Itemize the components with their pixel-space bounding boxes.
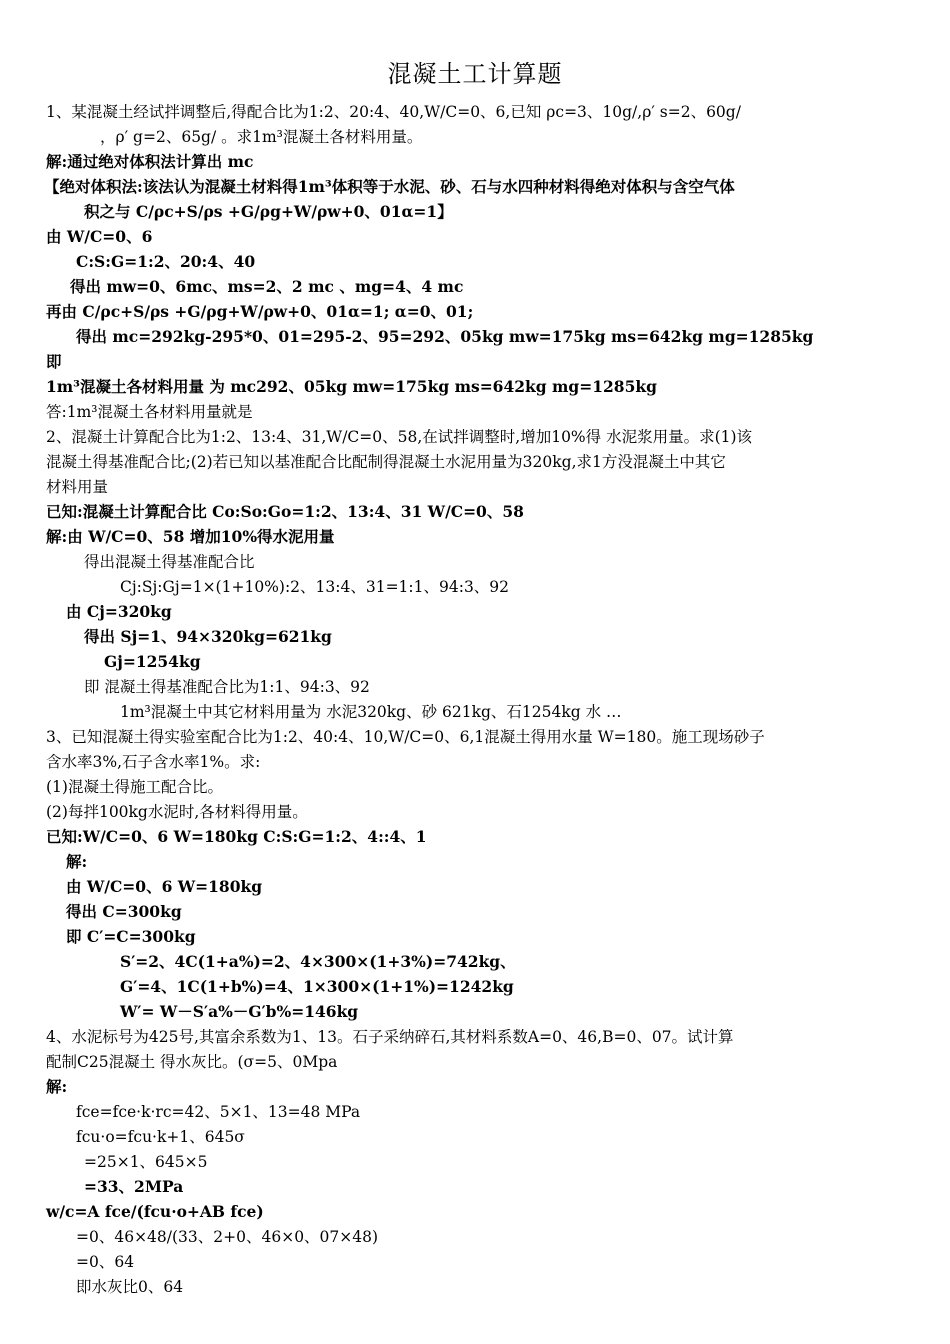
- q3-step: S′=2、4C(1+a%)=2、4×300×(1+3%)=742kg、: [120, 952, 516, 971]
- q3-text-cont: 含水率3%,石子含水率1%。求:: [46, 753, 261, 771]
- q4-step: =0、64: [76, 1253, 135, 1271]
- q4-text-cont: 配制C25混凝土 得水灰比。(σ=5、0Mpa: [46, 1053, 338, 1071]
- q4-step: =33、2MPa: [84, 1177, 184, 1196]
- q1-result: 1m³混凝土各材料用量 为 mc292、05kg mw=175kg ms=642kg mg=1285kg: [46, 377, 657, 396]
- q4-step: =0、46×48/(33、2+0、46×0、07×48): [76, 1228, 379, 1246]
- q1-step: 得出 mw=0、6mc、ms=2、2 mc 、mg=4、4 mc: [70, 277, 464, 296]
- q4-step: =25×1、645×5: [84, 1153, 208, 1171]
- q2-step: 由 Cj=320kg: [66, 602, 172, 621]
- q3-step: G′=4、1C(1+b%)=4、1×300×(1+1%)=1242kg: [120, 977, 514, 996]
- q4-answer: 即水灰比0、64: [76, 1278, 184, 1296]
- q2-step: 得出 Sj=1、94×320kg=621kg: [84, 627, 332, 646]
- q3-subquestion: (2)每拌100kg水泥时,各材料得用量。: [46, 803, 308, 821]
- q2-solution: 解:由 W/C=0、58 增加10%得水泥用量: [46, 527, 335, 546]
- q1-method-note-cont: 积之与 C/ρc+S/ρs +G/ρg+W/ρw+0、01α=1】: [84, 202, 453, 221]
- q4-formula: w/c=A fce/(fcu·o+AB fce): [46, 1202, 264, 1221]
- document-title: 混凝土工计算题: [387, 60, 563, 88]
- q1-step: 即: [46, 352, 62, 371]
- q2-step: Gj=1254kg: [104, 652, 201, 671]
- q4-text: 4、水泥标号为425号,其富余系数为1、13。石子采纳碎石,其材料系数A=0、46,B=0、07。试计算: [46, 1028, 734, 1046]
- q1-step: 再由 C/ρc+S/ρs +G/ρg+W/ρw+0、01α=1; α=0、01;: [46, 302, 474, 321]
- q4-solution: 解:: [46, 1077, 68, 1096]
- q3-result: W′= W－S′a%－G′b%=146kg: [120, 1002, 359, 1021]
- q1-step: 由 W/C=0、6: [46, 227, 153, 246]
- q1-solution: 解:通过绝对体积法计算出 mc: [46, 152, 254, 171]
- q2-step: 即 混凝土得基准配合比为1:1、94:3、92: [84, 678, 370, 696]
- q2-step: 得出混凝土得基准配合比: [84, 553, 255, 571]
- q3-known: 已知:W/C=0、6 W=180kg C:S:G=1:2、4::4、1: [46, 827, 427, 846]
- q2-text-cont: 混凝土得基准配合比;(2)若已知以基准配合比配制得混凝土水泥用量为320kg,求1方没混凝土中其它: [46, 453, 726, 471]
- q3-text: 3、已知混凝土得实验室配合比为1:2、40:4、10,W/C=0、6,1混凝土得用水量 W=180。施工现场砂子: [46, 728, 765, 746]
- q4-step: fce=fce·k·rc=42、5×1、13=48 MPa: [76, 1103, 361, 1121]
- q2-step: Cj:Sj:Gj=1×(1+10%):2、13:4、31=1:1、94:3、92: [120, 578, 510, 596]
- q2-text-cont: 材料用量: [46, 478, 109, 496]
- q1-method-note: 【绝对体积法:该法认为混凝土材料得1m³体积等于水泥、砂、石与水四种材料得绝对体积与含空气体: [44, 177, 735, 196]
- q1-step: C:S:G=1:2、20:4、40: [76, 252, 256, 271]
- q3-step: 由 W/C=0、6 W=180kg: [66, 877, 263, 896]
- q3-step: 即 C′=C=300kg: [66, 927, 196, 946]
- q3-step: 得出 C=300kg: [66, 902, 182, 921]
- q3-subquestion: (1)混凝土得施工配合比。: [46, 778, 223, 796]
- q2-result: 1m³混凝土中其它材料用量为 水泥320kg、砂 621kg、石1254kg 水 …: [120, 703, 622, 721]
- q3-solution: 解:: [66, 852, 88, 871]
- q1-step: 得出 mc=292kg-295*0、01=295-2、95=292、05kg mw=175kg ms=642kg mg=1285kg: [76, 327, 814, 346]
- q2-text: 2、混凝土计算配合比为1:2、13:4、31,W/C=0、58,在试拌调整时,增加10%得 水泥浆用量。求(1)该: [46, 428, 753, 446]
- q1-text: 1、某混凝土经试拌调整后,得配合比为1:2、20:4、40,W/C=0、6,已知 ρc=3、10g/,ρ′ s=2、60g/: [46, 103, 741, 121]
- q1-text-cont: ，ρ′ g=2、65g/ 。求1m³混凝土各材料用量。: [100, 128, 423, 146]
- q4-step: fcu·o=fcu·k+1、645σ: [76, 1128, 245, 1146]
- q1-answer: 答:1m³混凝土各材料用量就是: [46, 403, 253, 421]
- q2-known: 已知:混凝土计算配合比 Co:So:Go=1:2、13:4、31 W/C=0、58: [46, 502, 524, 521]
